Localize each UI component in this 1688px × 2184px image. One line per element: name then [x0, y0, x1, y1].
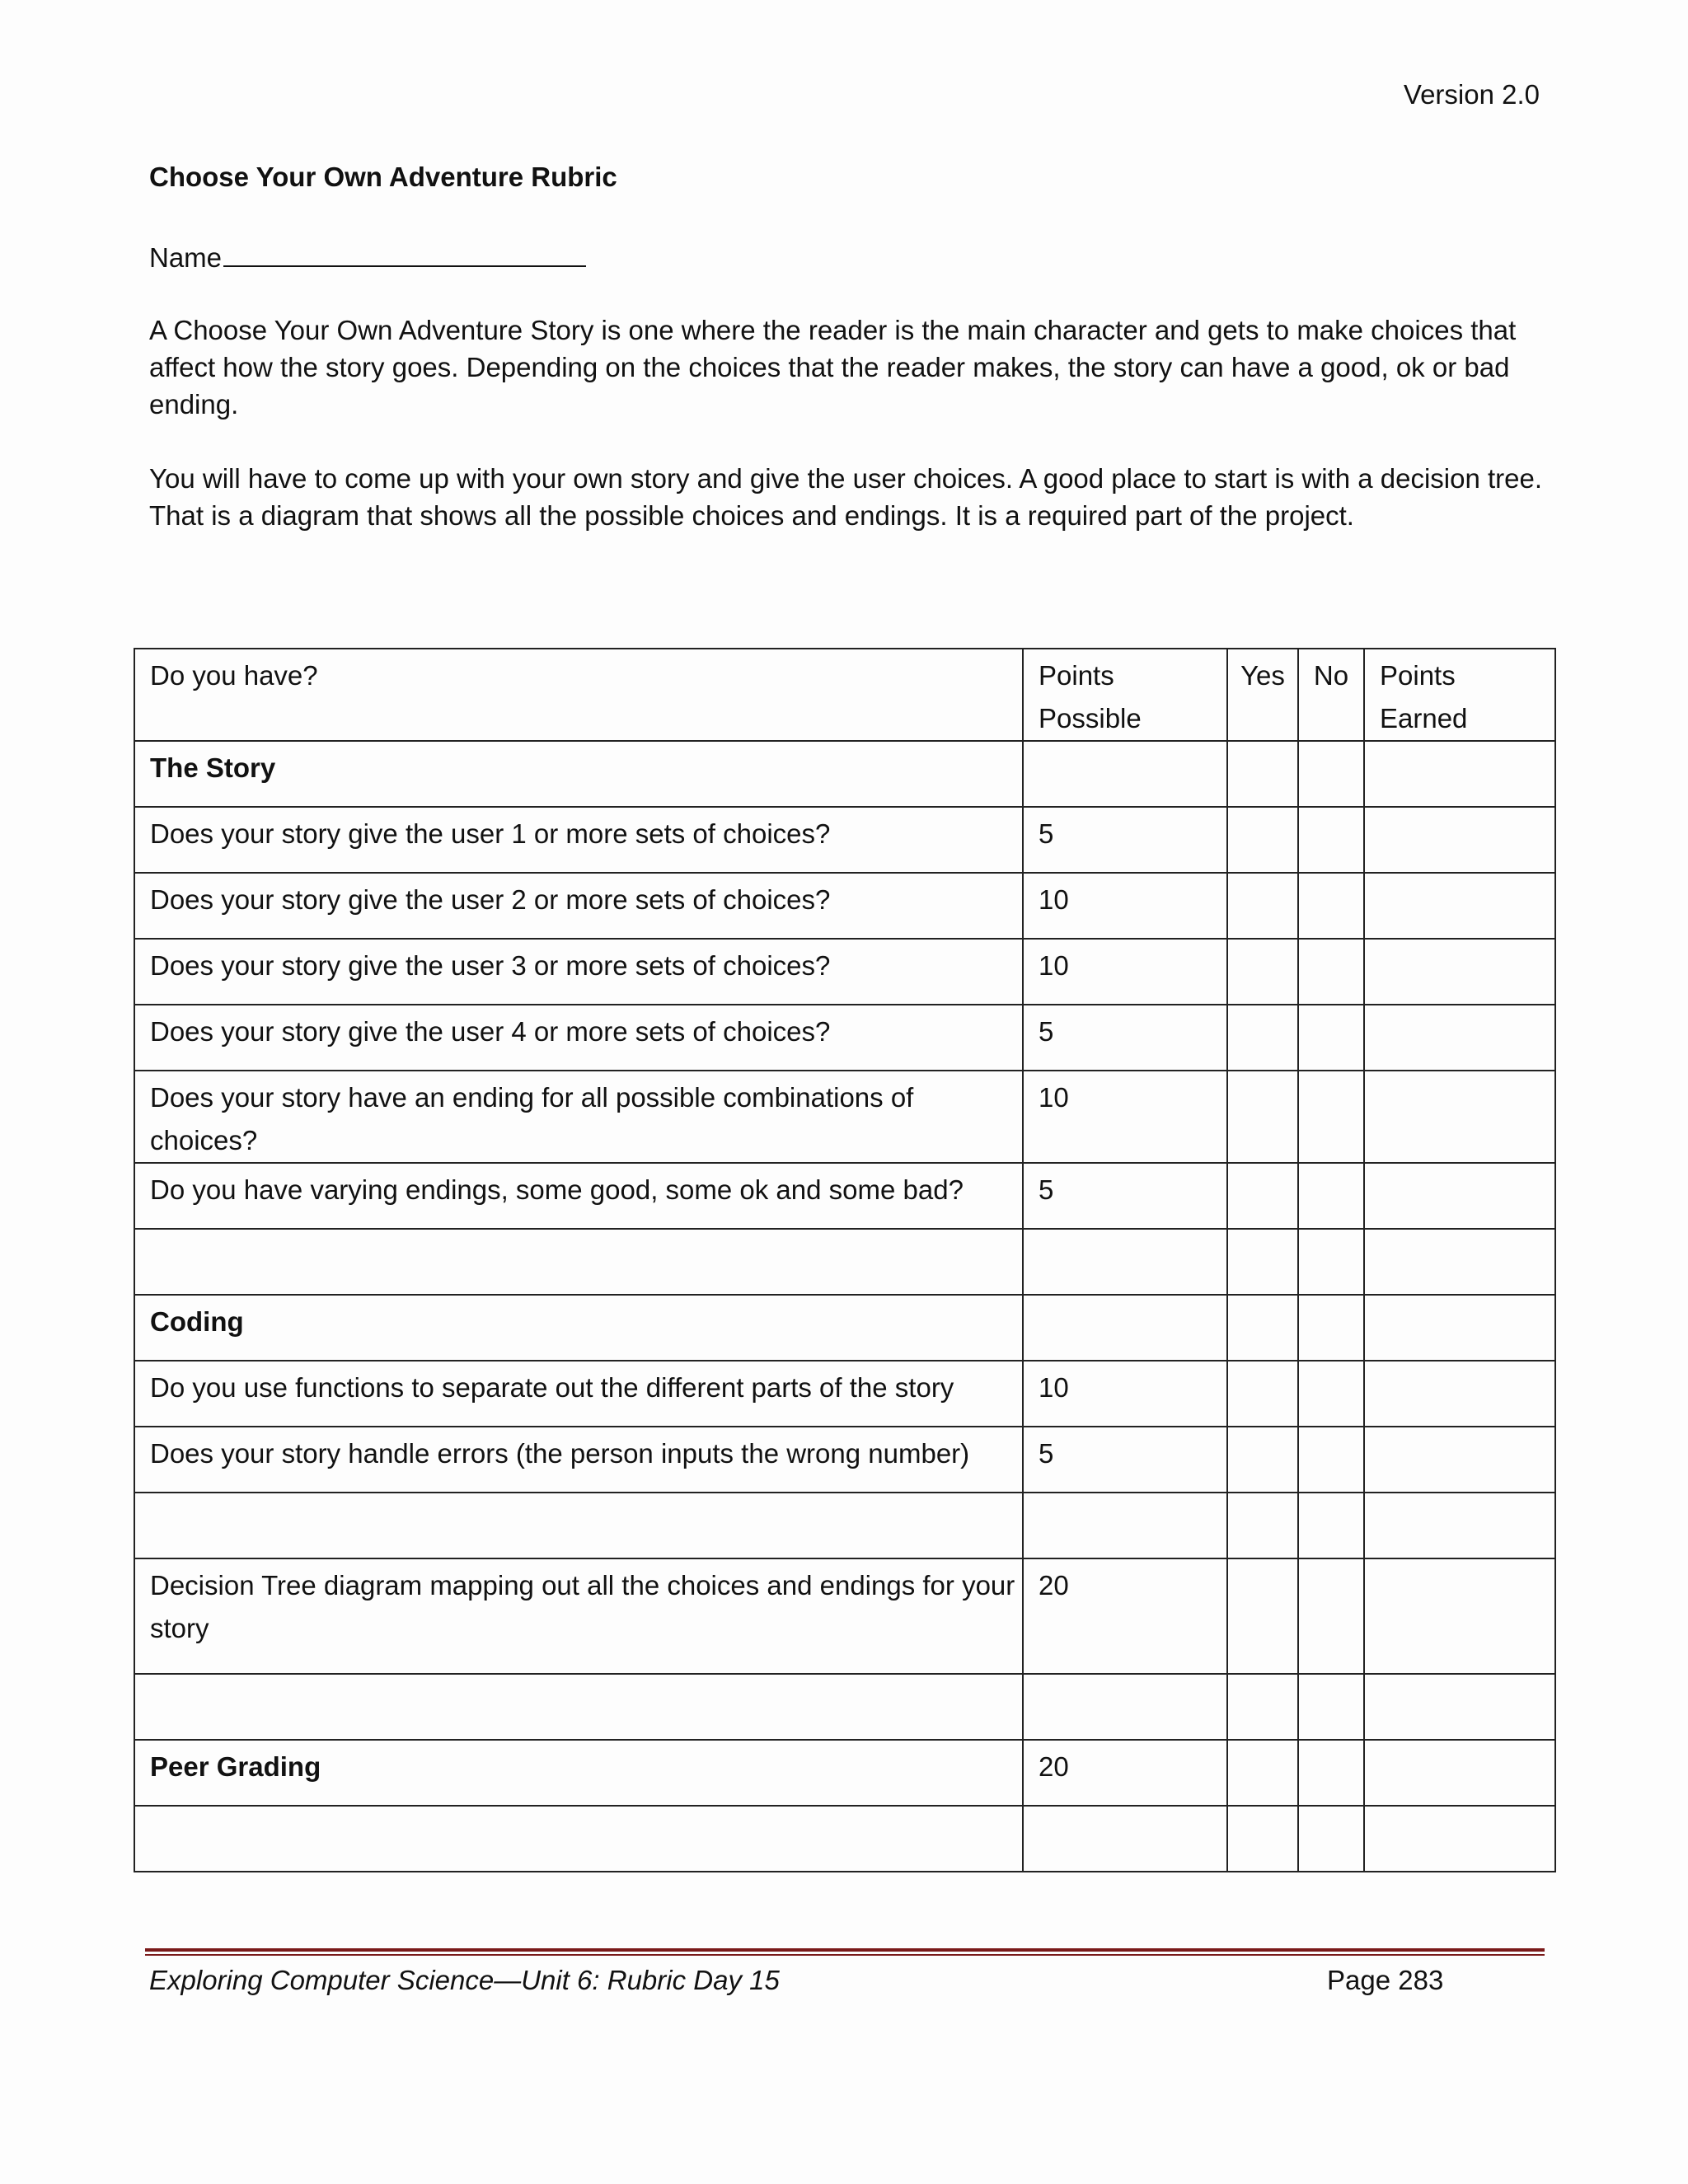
row-no-checkbox[interactable] — [1298, 1558, 1364, 1674]
row-item — [134, 1806, 1023, 1872]
row-item: Does your story handle errors (the person inputs the wrong number) — [134, 1427, 1023, 1493]
row-item: Do you use functions to separate out the different parts of the story — [134, 1361, 1023, 1427]
row-no-checkbox[interactable] — [1298, 1740, 1364, 1806]
row-points-possible — [1023, 1295, 1227, 1361]
table-row — [134, 1005, 1555, 1071]
row-points-possible: 10 — [1023, 1361, 1227, 1427]
row-points-earned[interactable] — [1364, 1558, 1555, 1674]
row-points-earned[interactable] — [1364, 939, 1555, 1005]
header-no: No — [1298, 649, 1364, 741]
row-points-possible: 5 — [1023, 1163, 1227, 1229]
row-no-checkbox[interactable] — [1298, 1163, 1364, 1229]
row-points-possible: 5 — [1023, 1427, 1227, 1493]
row-points-possible: 20 — [1023, 1740, 1227, 1806]
row-points-earned[interactable] — [1364, 873, 1555, 939]
row-yes-checkbox[interactable] — [1227, 1071, 1298, 1163]
row-item: Does your story give the user 3 or more sets of choices? — [134, 939, 1023, 1005]
table-row — [134, 1295, 1555, 1361]
footer-course-title: Exploring Computer Science—Unit 6: Rubric Day 15 — [149, 1965, 780, 1995]
row-points-earned[interactable] — [1364, 1361, 1555, 1427]
row-item — [134, 1674, 1023, 1740]
row-item: Does your story give the user 4 or more sets of choices? — [134, 1005, 1023, 1071]
row-item: Decision Tree diagram mapping out all the choices and endings for your story — [134, 1558, 1023, 1674]
table-row — [134, 1493, 1555, 1558]
footer-rule — [145, 1948, 1545, 1952]
table-row — [134, 1427, 1555, 1493]
instructions-paragraph: You will have to come up with your own story and give the user choices. A good place to start is with a decision tree. That is a diagram that shows all the possible choices and endings. It is a required part of the project. — [149, 463, 1543, 531]
header-yes: Yes — [1227, 649, 1298, 741]
row-points-earned[interactable] — [1364, 1005, 1555, 1071]
table-row — [134, 1361, 1555, 1427]
row-points-possible — [1023, 1229, 1227, 1295]
row-yes-checkbox[interactable] — [1227, 741, 1298, 807]
row-yes-checkbox[interactable] — [1227, 1361, 1298, 1427]
row-yes-checkbox[interactable] — [1227, 1005, 1298, 1071]
row-no-checkbox[interactable] — [1298, 1493, 1364, 1558]
table-row — [134, 939, 1555, 1005]
row-no-checkbox[interactable] — [1298, 1427, 1364, 1493]
row-no-checkbox[interactable] — [1298, 1361, 1364, 1427]
rubric-table — [134, 648, 1556, 1872]
table-row — [134, 1740, 1555, 1806]
row-item: Does your story have an ending for all possible combinations of choices? — [134, 1071, 1023, 1163]
row-points-earned[interactable] — [1364, 1674, 1555, 1740]
row-item: Coding — [134, 1295, 1023, 1361]
footer-page-number: Page 283 — [1327, 1965, 1444, 1995]
row-yes-checkbox[interactable] — [1227, 1740, 1298, 1806]
row-yes-checkbox[interactable] — [1227, 1295, 1298, 1361]
row-yes-checkbox[interactable] — [1227, 1493, 1298, 1558]
row-yes-checkbox[interactable] — [1227, 873, 1298, 939]
row-item: Does your story give the user 2 or more sets of choices? — [134, 873, 1023, 939]
row-points-possible — [1023, 1493, 1227, 1558]
row-points-earned[interactable] — [1364, 1163, 1555, 1229]
row-points-possible: 5 — [1023, 1005, 1227, 1071]
row-points-possible: 20 — [1023, 1558, 1227, 1674]
row-points-earned[interactable] — [1364, 741, 1555, 807]
row-yes-checkbox[interactable] — [1227, 1558, 1298, 1674]
table-row — [134, 1806, 1555, 1872]
row-points-possible: 10 — [1023, 939, 1227, 1005]
row-yes-checkbox[interactable] — [1227, 1163, 1298, 1229]
row-points-earned[interactable] — [1364, 1740, 1555, 1806]
row-points-possible — [1023, 1806, 1227, 1872]
row-no-checkbox[interactable] — [1298, 1229, 1364, 1295]
row-yes-checkbox[interactable] — [1227, 1674, 1298, 1740]
row-item — [134, 1493, 1023, 1558]
row-no-checkbox[interactable] — [1298, 1806, 1364, 1872]
table-header-row — [134, 649, 1555, 741]
row-no-checkbox[interactable] — [1298, 741, 1364, 807]
row-points-earned[interactable] — [1364, 1427, 1555, 1493]
row-no-checkbox[interactable] — [1298, 939, 1364, 1005]
row-yes-checkbox[interactable] — [1227, 1427, 1298, 1493]
table-row — [134, 1071, 1555, 1163]
table-row — [134, 873, 1555, 939]
table-row — [134, 1163, 1555, 1229]
intro-paragraph: A Choose Your Own Adventure Story is one where the reader is the main character and gets to make choices that affect how the story goes. Depending on the choices that the reader makes, the story can have a good, ok or bad ending. — [149, 315, 1517, 419]
row-no-checkbox[interactable] — [1298, 1071, 1364, 1163]
row-points-earned[interactable] — [1364, 1229, 1555, 1295]
row-item — [134, 1229, 1023, 1295]
table-row — [134, 807, 1555, 873]
header-points-possible: Points Possible — [1023, 649, 1227, 741]
row-item: Do you have varying endings, some good, some ok and some bad? — [134, 1163, 1023, 1229]
page-title: Choose Your Own Adventure Rubric — [149, 162, 617, 192]
row-points-possible: 10 — [1023, 873, 1227, 939]
row-item: Peer Grading — [134, 1740, 1023, 1806]
row-points-earned[interactable] — [1364, 1493, 1555, 1558]
row-item: Does your story give the user 1 or more sets of choices? — [134, 807, 1023, 873]
row-points-earned[interactable] — [1364, 1071, 1555, 1163]
row-points-possible — [1023, 741, 1227, 807]
name-blank-line[interactable] — [223, 237, 586, 267]
table-row — [134, 1229, 1555, 1295]
row-points-possible — [1023, 1674, 1227, 1740]
row-no-checkbox[interactable] — [1298, 1674, 1364, 1740]
row-points-possible: 5 — [1023, 807, 1227, 873]
row-no-checkbox[interactable] — [1298, 1295, 1364, 1361]
row-item: The Story — [134, 741, 1023, 807]
row-points-earned[interactable] — [1364, 1806, 1555, 1872]
header-points-earned: Points Earned — [1364, 649, 1555, 741]
row-yes-checkbox[interactable] — [1227, 807, 1298, 873]
name-field-row — [149, 237, 586, 274]
row-no-checkbox[interactable] — [1298, 1005, 1364, 1071]
header-item: Do you have? — [134, 649, 1023, 741]
footer-rule-thin — [145, 1954, 1545, 1956]
row-no-checkbox[interactable] — [1298, 807, 1364, 873]
row-points-earned[interactable] — [1364, 1295, 1555, 1361]
row-yes-checkbox[interactable] — [1227, 1806, 1298, 1872]
table-row — [134, 1674, 1555, 1740]
name-label: Name — [149, 242, 223, 273]
row-points-earned[interactable] — [1364, 807, 1555, 873]
row-yes-checkbox[interactable] — [1227, 939, 1298, 1005]
row-points-possible: 10 — [1023, 1071, 1227, 1163]
row-no-checkbox[interactable] — [1298, 873, 1364, 939]
version-label: Version 2.0 — [1403, 79, 1540, 110]
row-yes-checkbox[interactable] — [1227, 1229, 1298, 1295]
table-row — [134, 741, 1555, 807]
table-row — [134, 1558, 1555, 1674]
